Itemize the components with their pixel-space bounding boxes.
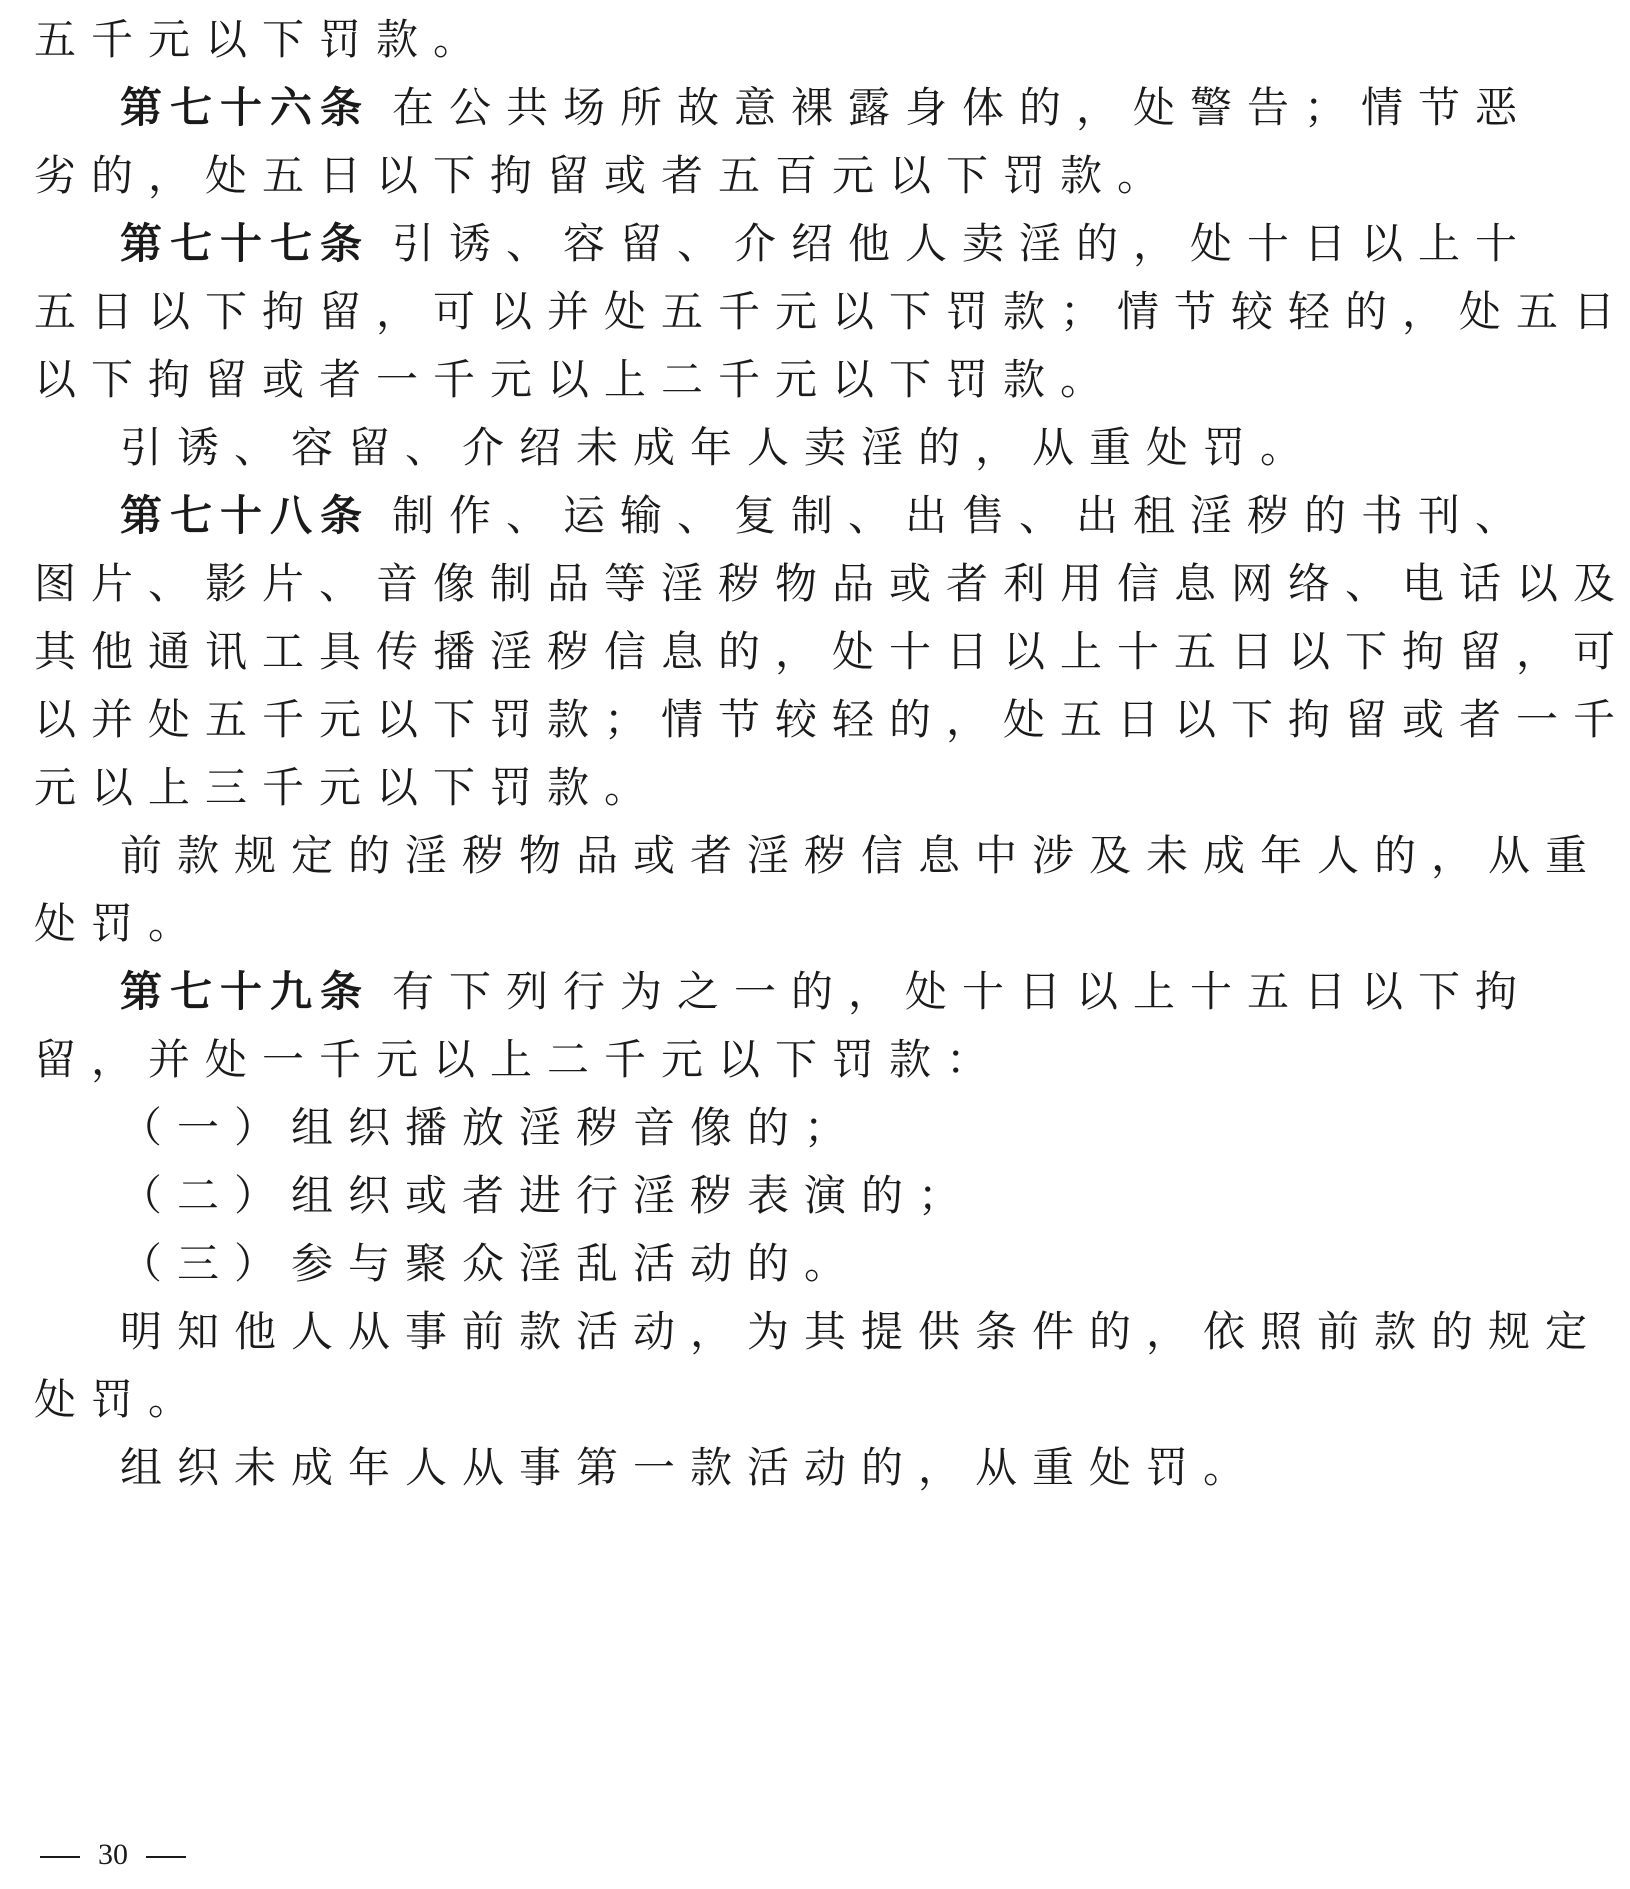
article-label: 第七十六条 [120,83,371,132]
text-line: 引诱、容留、介绍未成年人卖淫的，从重处罚。 [120,423,1318,472]
list-item: （一）组织播放淫秽音像的； [120,1103,862,1152]
article-label: 第七十九条 [120,967,371,1016]
article-label: 第七十七条 [120,219,371,268]
text-line: 其他通讯工具传播淫秽信息的，处十日以上十五日以下拘留，可 [34,627,1630,676]
article-label: 第七十八条 [120,491,371,540]
article-78-heading-line: 第七十八条 制作、运输、复制、出售、出租淫秽的书刊、 [120,491,1533,540]
text-line: 图片、影片、音像制品等淫秽物品或者利用信息网络、电话以及 [34,559,1630,608]
list-item: （二）组织或者进行淫秽表演的； [120,1171,976,1220]
text-line: 处罚。 [34,899,206,948]
article-79-heading-line: 第七十九条 有下列行为之一的，处十日以上十五日以下拘 [120,967,1533,1016]
page-number: 30 [98,1838,128,1871]
text-line: 明知他人从事前款活动，为其提供条件的，依照前款的规定 [120,1307,1603,1356]
text-line: 组织未成年人从事第一款活动的，从重处罚。 [120,1443,1261,1492]
text-line: 以下拘留或者一千元以上二千元以下罚款。 [34,355,1118,404]
text-line: 留，并处一千元以上二千元以下罚款： [34,1035,1004,1084]
text-line: 五日以下拘留，可以并处五千元以下罚款；情节较轻的，处五日 [34,287,1630,336]
footer-dash-left [40,1856,80,1858]
article-76-heading-line: 第七十六条 在公共场所故意裸露身体的，处警告；情节恶 [120,83,1533,132]
text-line: 以并处五千元以下罚款；情节较轻的，处五日以下拘留或者一千 [34,695,1630,744]
text-line: 劣的，处五日以下拘留或者五百元以下罚款。 [34,151,1175,200]
text-line: 元以上三千元以下罚款。 [34,763,662,812]
footer-dash-right [146,1856,186,1858]
text-line: 处罚。 [34,1375,206,1424]
text-line: 前款规定的淫秽物品或者淫秽信息中涉及未成年人的，从重 [120,831,1603,880]
list-item: （三）参与聚众淫乱活动的。 [120,1239,862,1288]
text-line: 五千元以下罚款。 [34,15,491,64]
article-77-heading-line: 第七十七条 引诱、容留、介绍他人卖淫的，处十日以上十 [120,219,1533,268]
page-footer [40,1835,186,1875]
